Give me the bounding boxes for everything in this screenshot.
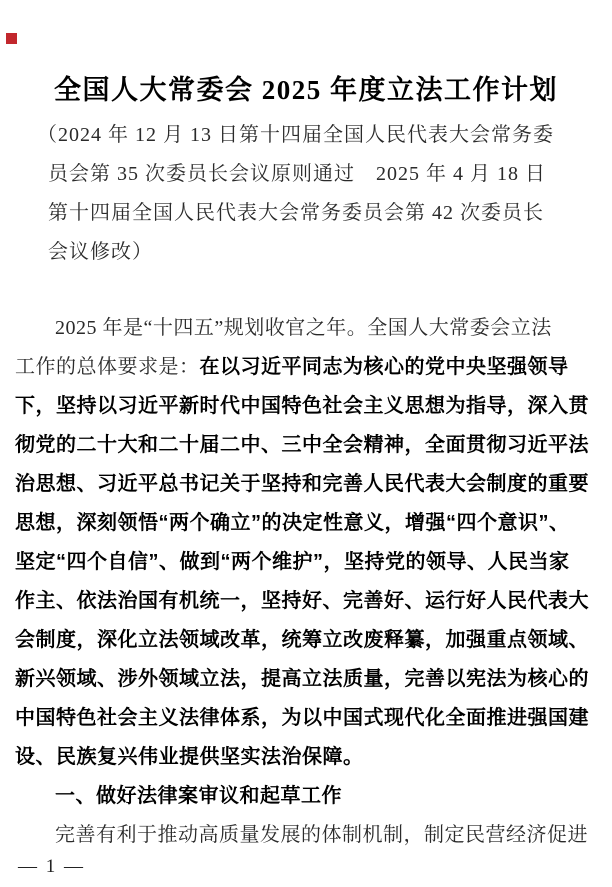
paragraph-line: 完善有利于推动高质量发展的体制机制，制定民营经济促进 [55,824,588,846]
paragraph-line: 新兴领域、涉外领域立法，提高立法质量，完善以宪法为核心的 [15,668,589,690]
paragraph-line: 2025 年是“十四五”规划收官之年。全国人大常委会立法 [55,317,552,339]
paragraph-line: 下，坚持以习近平新时代中国特色社会主义思想为指导，深入贯 [15,395,589,417]
preamble-line: 员会第 35 次委员长会议原则通过 2025 年 4 月 18 日 [48,163,546,185]
section-heading: 一、做好法律案审议和起草工作 [55,785,342,807]
red-corner-mark [6,33,17,44]
paragraph-line [15,348,596,387]
paragraph-emphasis-text: 在以习近平同志为核心的党中央坚强领导 [199,356,569,378]
paragraph-bold-lines [15,387,596,777]
paragraph-line: 治思想、习近平总书记关于坚持和完善人民代表大会制度的重要 [15,473,589,495]
document-title: 全国人大常委会 2025 年度立法工作计划 [54,75,558,105]
paragraph-line: 会制度，深化立法领域改革，统筹立改废释纂，加强重点领域、 [15,629,589,651]
page-number: — 1 — [18,856,85,877]
preamble-line: （2024 年 12 月 13 日第十四届全国人民代表大会常务委 [37,124,554,146]
paragraph-line: 中国特色社会主义法律体系，为以中国式现代化全面推进强国建 [15,707,589,729]
paragraph-line: 坚定“四个自信”、做到“两个维护”，坚持党的领导、人民当家 [15,551,570,573]
paragraph-line: 作主、依法治国有机统一，坚持好、完善好、运行好人民代表大 [15,590,589,612]
main-paragraph [15,309,596,855]
paragraph-line: 思想，深刻领悟“两个确立”的决定性意义，增强“四个意识”、 [15,512,570,534]
paragraph-lead-text: 工作的总体要求是： [15,356,200,378]
paragraph-line: 设、民族复兴伟业提供坚实法治保障。 [15,746,364,768]
preamble-line: 第十四届全国人民代表大会常务委员会第 42 次委员长 [48,202,544,224]
preamble [37,116,582,272]
paragraph-line: 彻党的二十大和二十届二中、三中全会精神，全面贯彻习近平法 [15,434,589,456]
preamble-line: 会议修改） [48,241,153,263]
